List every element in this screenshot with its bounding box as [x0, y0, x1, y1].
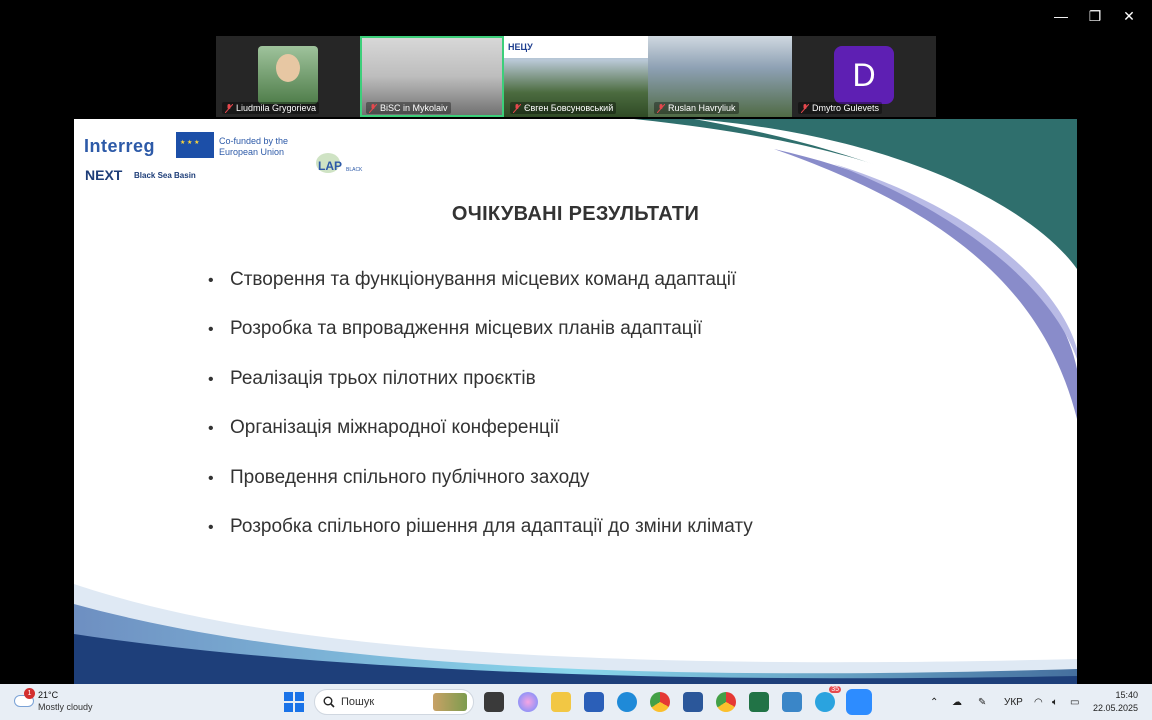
- system-clock[interactable]: [1093, 689, 1138, 715]
- participant-tile[interactable]: [792, 36, 936, 117]
- file-explorer-icon[interactable]: [551, 692, 571, 712]
- battery-icon[interactable]: ▭: [1070, 696, 1080, 708]
- black-sea-basin-text: Black Sea Basin: [134, 171, 196, 180]
- weather-condition: Mostly cloudy: [38, 702, 93, 712]
- store-icon[interactable]: [584, 692, 604, 712]
- zoom-icon[interactable]: [846, 689, 872, 715]
- search-highlight-image: [433, 693, 467, 711]
- participant-tile-active[interactable]: [360, 36, 504, 117]
- weather-notification-badge: 1: [24, 688, 35, 699]
- pen-icon[interactable]: ✎: [978, 696, 987, 708]
- eu-flag-icon: [176, 132, 214, 158]
- participant-tile[interactable]: [216, 36, 360, 117]
- interreg-logo: Interreg: [84, 136, 156, 156]
- bullet-dot-icon: •: [208, 370, 214, 388]
- language-indicator[interactable]: УКР: [1004, 696, 1023, 708]
- excel-icon[interactable]: [749, 692, 769, 712]
- slide-title: ОЧІКУВАНІ РЕЗУЛЬТАТИ: [451, 203, 700, 225]
- minimize-button[interactable]: —: [1054, 8, 1068, 24]
- lap-logo-subtext: BLACK: [346, 167, 363, 173]
- eu-cofunded-text: Co-funded by the European Union: [219, 136, 289, 157]
- telegram-badge: 35: [831, 686, 839, 693]
- mic-muted-icon: [657, 104, 665, 113]
- task-view-icon[interactable]: [484, 692, 504, 712]
- volume-icon[interactable]: 🔈︎: [1052, 696, 1058, 708]
- mic-muted-icon: [513, 104, 521, 113]
- lap-black-logo: [314, 149, 378, 177]
- participant-strip: [216, 36, 936, 117]
- telegram-icon[interactable]: [815, 686, 839, 712]
- bullet-dot-icon: •: [208, 272, 214, 289]
- bullet-dot-icon: •: [208, 518, 214, 536]
- wifi-icon[interactable]: ◠: [1034, 696, 1043, 708]
- onedrive-icon[interactable]: ☁: [952, 696, 962, 708]
- tray-overflow-icon[interactable]: ⌃: [930, 696, 939, 708]
- bullet-dot-icon: •: [208, 321, 214, 339]
- slide-bullet-list: [208, 269, 753, 565]
- search-placeholder: Пошук: [341, 696, 375, 708]
- participant-name: Євген Бовсуновський: [524, 103, 614, 113]
- shared-slide: [74, 119, 1077, 684]
- bullet-dot-icon: •: [208, 420, 214, 438]
- windows-taskbar: [0, 684, 1152, 720]
- taskbar-search[interactable]: [314, 689, 474, 715]
- participant-name: Ruslan Havryliuk: [668, 103, 736, 113]
- bullet-item: • Розробка та впровадження місцевих планів адаптації: [208, 318, 753, 367]
- slide-wave-decoration: [74, 564, 1077, 684]
- bullet-dot-icon: •: [208, 469, 214, 487]
- mic-muted-icon: [369, 104, 377, 113]
- copilot-icon[interactable]: [518, 692, 538, 712]
- chrome-icon[interactable]: [650, 692, 670, 712]
- lap-logo-text: LAP: [318, 159, 342, 173]
- word-icon[interactable]: [683, 692, 703, 712]
- bullet-item: • Проведення спільного публічного заходу: [208, 467, 753, 516]
- participant-name: BiSC in Mykolaiv: [380, 103, 448, 113]
- participant-video: [258, 46, 318, 104]
- nesc-banner: [504, 36, 648, 58]
- window-controls: [1044, 4, 1146, 28]
- participant-name: Liudmila Grygorieva: [236, 103, 317, 113]
- participant-initial-avatar: D: [834, 46, 894, 104]
- participant-tile[interactable]: [504, 36, 648, 117]
- bullet-item: • Реалізація трьох пілотних проєктів: [208, 368, 753, 417]
- restore-button[interactable]: ❐: [1088, 7, 1102, 24]
- weather-widget[interactable]: [12, 688, 112, 716]
- clock-time: 15:40: [1115, 690, 1138, 700]
- bullet-item: • Організація міжнародної конференції: [208, 417, 753, 466]
- participant-tile[interactable]: [648, 36, 792, 117]
- photos-icon[interactable]: [782, 692, 802, 712]
- search-icon: [323, 696, 335, 708]
- weather-temperature: 21°C: [38, 690, 59, 700]
- close-button[interactable]: ✕: [1123, 7, 1135, 24]
- bullet-item: • Розробка спільного рішення для адаптації до зміни клімату: [208, 516, 753, 565]
- bullet-item: • Створення та функціонування місцевих команд адаптації: [208, 269, 753, 318]
- participant-name: Dmytro Gulevets: [812, 103, 880, 113]
- mic-muted-icon: [225, 104, 233, 113]
- start-button[interactable]: [284, 692, 304, 712]
- mic-muted-icon: [801, 104, 809, 113]
- clock-date: 22.05.2025: [1092, 703, 1138, 713]
- next-logo: NEXT: [85, 167, 123, 183]
- edge-icon[interactable]: [617, 692, 637, 712]
- chrome-profile-icon[interactable]: [716, 692, 736, 712]
- nesc-logo-text: НЕЦУ: [508, 42, 533, 52]
